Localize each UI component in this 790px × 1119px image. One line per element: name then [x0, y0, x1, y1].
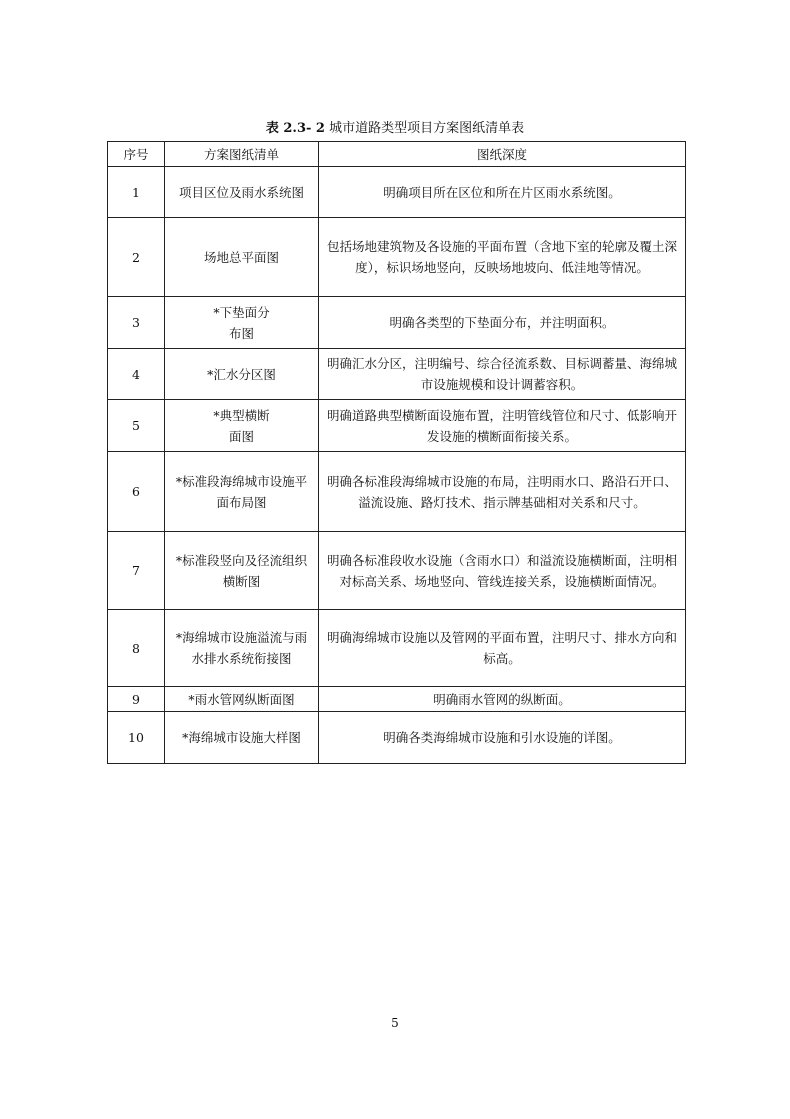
- table-row: [108, 400, 686, 452]
- row-no: 7: [108, 532, 165, 610]
- header-no: 序号: [108, 142, 165, 167]
- drawing-list-table: [107, 141, 686, 764]
- table-header-row: [108, 142, 686, 167]
- row-drawing-depth: 明确各标准段海绵城市设施的布局，注明雨水口、路沿石开口、溢流设施、路灯技术、指示牌基础相对关系和尺寸。: [319, 452, 686, 532]
- page-number: 5: [391, 1016, 399, 1030]
- row-no: 9: [108, 687, 165, 712]
- row-no: 1: [108, 167, 165, 218]
- row-drawing-depth: 包括场地建筑物及各设施的平面布置（含地下室的轮廓及覆土深度），标识场地竖向，反映场地坡向、低洼地等情况。: [319, 218, 686, 297]
- row-drawing-depth: 明确各类海绵城市设施和引水设施的详图。: [319, 712, 686, 764]
- table-caption-text: 城市道路类型项目方案图纸清单表: [329, 121, 525, 136]
- row-drawing-name: 项目区位及雨水系统图: [165, 167, 319, 218]
- row-no: 10: [108, 712, 165, 764]
- table-row: [108, 349, 686, 400]
- table-caption-label: 表 2.3- 2: [265, 121, 325, 136]
- row-drawing-name: *海绵城市设施大样图: [165, 712, 319, 764]
- row-drawing-depth: 明确雨水管网的纵断面。: [319, 687, 686, 712]
- row-no: 8: [108, 610, 165, 687]
- row-drawing-depth: 明确汇水分区，注明编号、综合径流系数、目标调蓄量、海绵城市设施规模和设计调蓄容积。: [319, 349, 686, 400]
- row-drawing-depth: 明确海绵城市设施以及管网的平面布置，注明尺寸、排水方向和标高。: [319, 610, 686, 687]
- row-drawing-name: *标准段海绵城市设施平面布局图: [165, 452, 319, 532]
- row-drawing-name: *雨水管网纵断面图: [165, 687, 319, 712]
- row-no: 4: [108, 349, 165, 400]
- row-no: 2: [108, 218, 165, 297]
- row-no: 5: [108, 400, 165, 452]
- header-drawing-depth: 图纸深度: [319, 142, 686, 167]
- table-row: [108, 297, 686, 349]
- table-row: [108, 218, 686, 297]
- row-drawing-depth: 明确项目所在区位和所在片区雨水系统图。: [319, 167, 686, 218]
- table-row: [108, 452, 686, 532]
- row-drawing-name: 场地总平面图: [165, 218, 319, 297]
- table-row: [108, 712, 686, 764]
- row-drawing-name: *汇水分区图: [165, 349, 319, 400]
- header-drawing-list: 方案图纸清单: [165, 142, 319, 167]
- row-drawing-depth: 明确道路典型横断面设施布置，注明管线管位和尺寸、低影响开发设施的横断面衔接关系。: [319, 400, 686, 452]
- row-drawing-depth: 明确各标准段收水设施（含雨水口）和溢流设施横断面，注明相对标高关系、场地竖向、管线连接关系，设施横断面情况。: [319, 532, 686, 610]
- table-caption: [0, 120, 790, 138]
- row-drawing-name: *海绵城市设施溢流与雨水排水系统衔接图: [165, 610, 319, 687]
- table-row: [108, 610, 686, 687]
- row-no: 3: [108, 297, 165, 349]
- table-row: [108, 167, 686, 218]
- row-no: 6: [108, 452, 165, 532]
- table-row: [108, 687, 686, 712]
- table-row: [108, 532, 686, 610]
- row-drawing-name: *典型横断面图: [165, 400, 319, 452]
- row-drawing-name: *标准段竖向及径流组织横断图: [165, 532, 319, 610]
- row-drawing-name: *下垫面分布图: [165, 297, 319, 349]
- row-drawing-depth: 明确各类型的下垫面分布，并注明面积。: [319, 297, 686, 349]
